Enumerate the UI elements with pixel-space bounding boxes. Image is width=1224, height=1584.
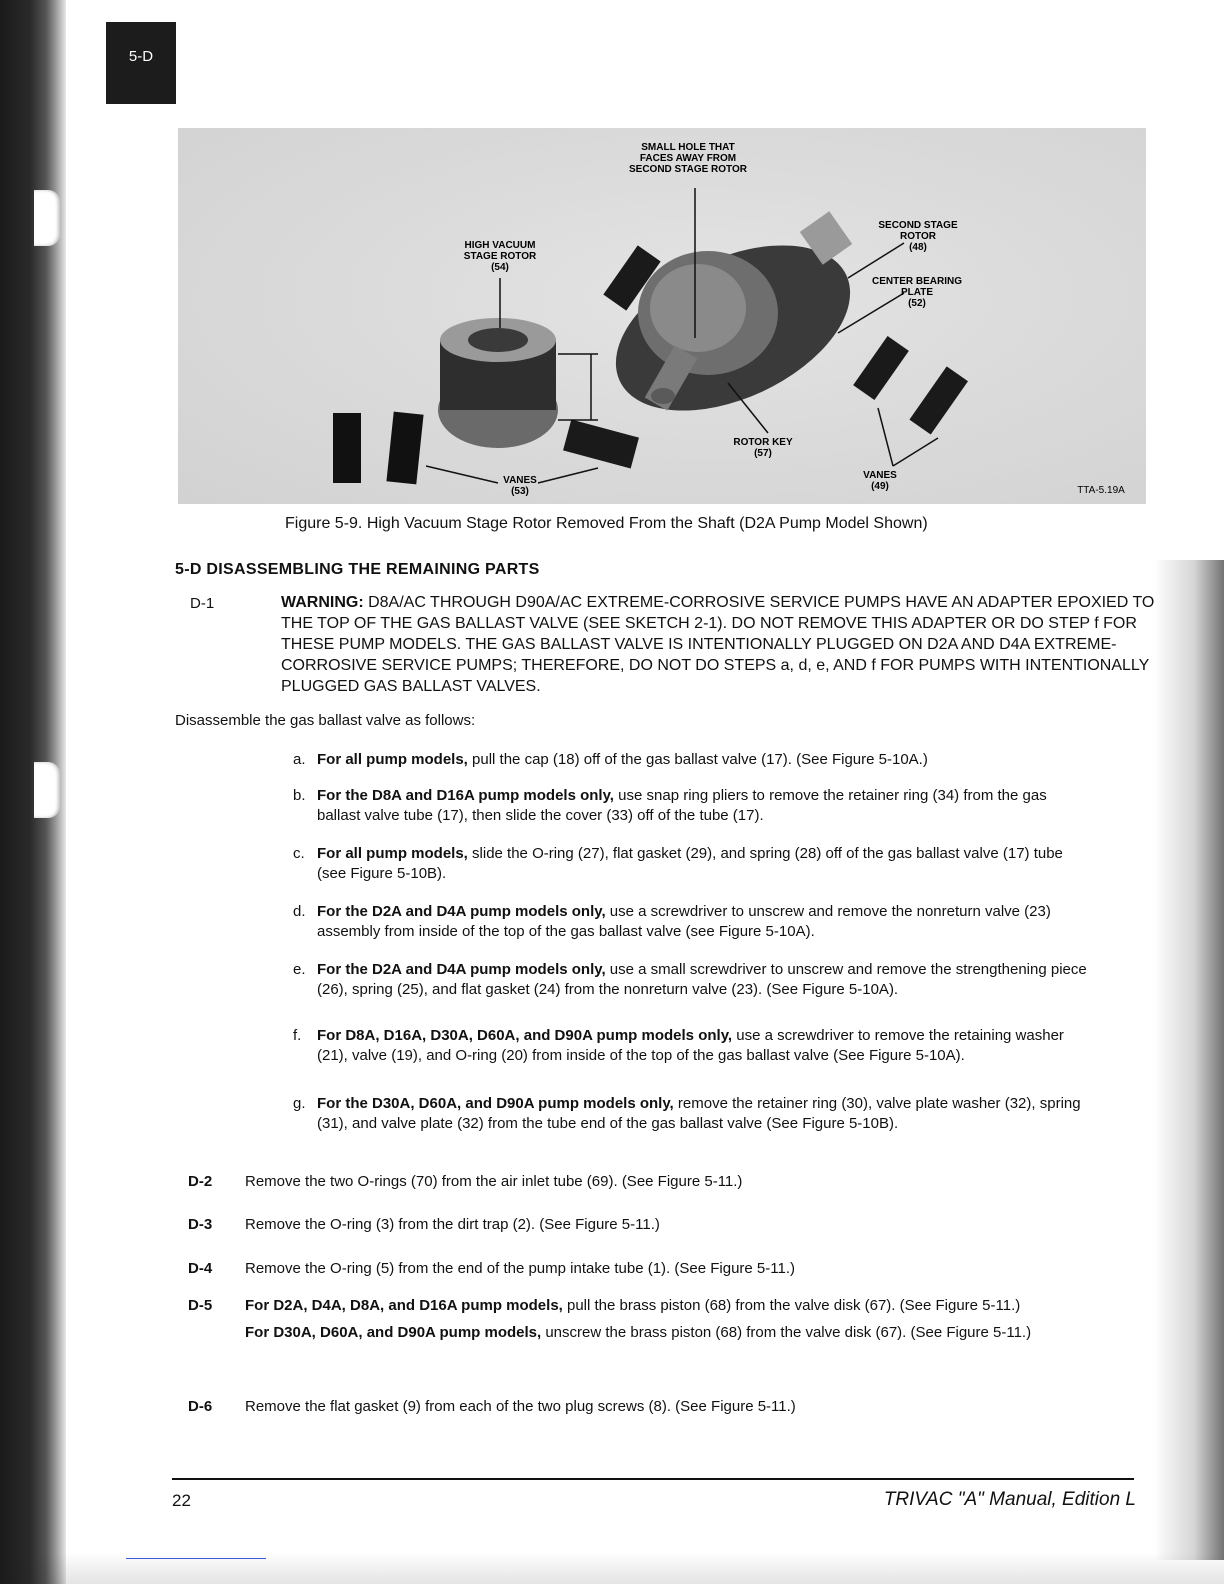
step-id: D-4 <box>188 1260 213 1277</box>
step-text-2: unscrew the brass piston (68) from the valve disk (67). (See Figure 5-11.) <box>541 1324 1032 1341</box>
scan-artifact-line <box>126 1558 266 1559</box>
step-text: remove the retainer ring (30), valve plate washer (32), spring (31), and valve plate (32) from the tube end of the gas ballast valve (See Figure 5-10B). <box>317 1095 1081 1132</box>
step-f <box>293 1026 1093 1066</box>
step-d6 <box>188 1396 1148 1417</box>
section-tab: 5-D <box>106 22 176 104</box>
figure-caption: Figure 5-9. High Vacuum Stage Rotor Removed From the Shaft (D2A Pump Model Shown) <box>285 515 928 532</box>
section-heading: 5-D DISASSEMBLING THE REMAINING PARTS <box>175 561 540 578</box>
step-a <box>293 750 1093 770</box>
step-c <box>293 844 1093 884</box>
intro-text: Disassemble the gas ballast valve as follows: <box>175 712 476 729</box>
callout-vanes-49: VANES (49) <box>863 470 897 492</box>
step-b <box>293 786 1093 826</box>
callout-high-vacuum-rotor: HIGH VACUUM STAGE ROTOR (54) <box>463 240 537 273</box>
step-text: Remove the flat gasket (9) from each of the two plug screws (8). (See Figure 5-11.) <box>245 1398 796 1415</box>
step-text: use snap ring pliers to remove the retainer ring (34) from the gas ballast valve tube (17), then slide the cover (33) off of the tube (17). <box>317 787 1047 824</box>
step-text: pull the brass piston (68) from the valve disk (67). (See Figure 5-11.) <box>562 1297 1021 1314</box>
step-text: use a screwdriver to remove the retaining washer (21), valve (19), and O-ring (20) from inside of the top of the gas ballast valve (See Figure 5-10A). <box>317 1027 1064 1064</box>
step-bold: For the D8A and D16A pump models only, <box>317 787 614 804</box>
step-id: D-6 <box>188 1398 213 1415</box>
page-number: 22 <box>172 1491 191 1510</box>
figure-reference-code: TTA-5.19A <box>1077 485 1125 496</box>
step-bold: For the D2A and D4A pump models only, <box>317 903 606 920</box>
callout-rotor-key: ROTOR KEY (57) <box>733 437 793 459</box>
figure-photo <box>178 128 1146 504</box>
step-bold: For the D2A and D4A pump models only, <box>317 961 606 978</box>
warning-note <box>281 592 1181 697</box>
step-bold: For all pump models, <box>317 845 468 862</box>
scan-edge-shadow <box>1154 560 1224 1560</box>
binder-hole-top <box>34 190 60 246</box>
callout-small-hole: SMALL HOLE THAT FACES AWAY FROM SECOND STAGE ROTOR <box>629 142 747 175</box>
step-letter: a. <box>293 751 306 768</box>
step-text: use a screwdriver to unscrew and remove the nonreturn valve (23) assembly from inside of the top of the gas ballast valve (see Figure 5-10A). <box>317 903 1051 940</box>
step-letter: g. <box>293 1095 306 1112</box>
callout-center-bearing-plate: CENTER BEARING PLATE (52) <box>871 276 962 309</box>
step-d5 <box>188 1295 1148 1343</box>
step-bold: For the D30A, D60A, and D90A pump models only, <box>317 1095 674 1112</box>
step-text: slide the O-ring (27), flat gasket (29), and spring (28) off of the gas ballast valve (17) tube (see Figure 5-10B). <box>317 845 1063 882</box>
step-letter: f. <box>293 1027 302 1044</box>
step-letter: d. <box>293 903 306 920</box>
step-bold: For D2A, D4A, D8A, and D16A pump models, <box>245 1297 563 1314</box>
callout-vanes-53: VANES (53) <box>503 475 537 497</box>
step-g <box>293 1094 1093 1134</box>
scan-bottom-shadow <box>0 1552 1224 1584</box>
step-d4 <box>188 1258 1148 1279</box>
step-d3 <box>188 1214 1148 1235</box>
step-bold: For all pump models, <box>317 751 468 768</box>
footer-rule <box>172 1478 1134 1480</box>
rotor-illustration <box>178 128 1146 504</box>
step-letter: b. <box>293 787 306 804</box>
step-id: D-2 <box>188 1173 213 1190</box>
step-text: Remove the O-ring (5) from the end of the pump intake tube (1). (See Figure 5-11.) <box>245 1260 795 1277</box>
step-e <box>293 960 1093 1000</box>
warning-text: D8A/AC THROUGH D90A/AC EXTREME-CORROSIVE SERVICE PUMPS HAVE AN ADAPTER EPOXIED TO THE TOP OF THE GAS BALLAST VALVE (SEE SKETCH 2-1). DO NOT REMOVE THIS ADAPTER OR DO STEP f FOR THESE PUMP MODELS. THE GAS BALLAST VALVE IS INTENTIONALLY PLUGGED ON D2A AND D4A EXTREME-CORROSIVE SERVICE PUMPS; THEREFORE, DO NOT DO STEPS a, d, e, AND f FOR PUMPS WITH INTENTIONALLY PLUGGED GAS BALLAST VALVES. <box>281 594 1155 695</box>
step-letter: e. <box>293 961 306 978</box>
step-id-d1: D-1 <box>190 595 215 612</box>
step-text: Remove the two O-rings (70) from the air inlet tube (69). (See Figure 5-11.) <box>245 1173 743 1190</box>
step-text: pull the cap (18) off of the gas ballast valve (17). (See Figure 5-10A.) <box>467 751 928 768</box>
step-bold-2: For D30A, D60A, and D90A pump models, <box>245 1324 542 1341</box>
step-text: Remove the O-ring (3) from the dirt trap (2). (See Figure 5-11.) <box>245 1216 660 1233</box>
step-d <box>293 902 1093 942</box>
step-d2 <box>188 1171 1148 1192</box>
callout-second-stage-rotor: SECOND STAGE ROTOR (48) <box>878 220 958 253</box>
step-bold: For D8A, D16A, D30A, D60A, and D90A pump models only, <box>317 1027 733 1044</box>
warning-label: WARNING: <box>281 594 364 611</box>
binder-hole-middle <box>34 762 60 818</box>
step-text: use a small screwdriver to unscrew and remove the strengthening piece (26), spring (25), and flat gasket (24) from the nonreturn valve (23). (See Figure 5-10A). <box>317 961 1087 998</box>
step-id: D-3 <box>188 1216 213 1233</box>
step-letter: c. <box>293 845 305 862</box>
step-id: D-5 <box>188 1297 213 1314</box>
manual-title: TRIVAC "A" Manual, Edition L <box>883 1489 1136 1510</box>
